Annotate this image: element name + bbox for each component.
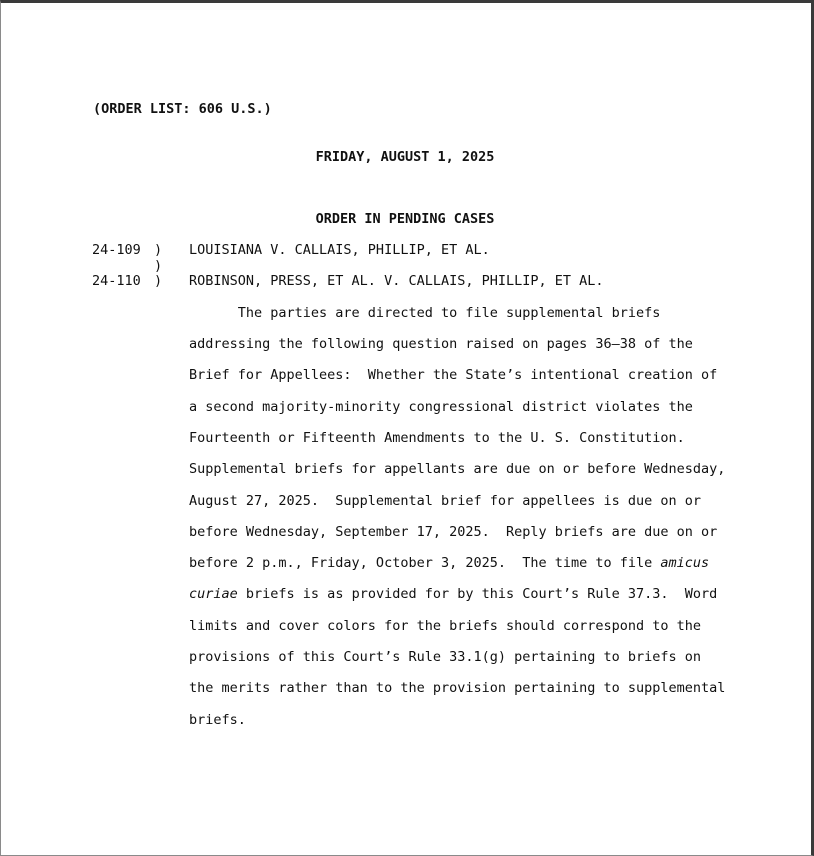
body-line (189, 586, 717, 602)
order-date: FRIDAY, AUGUST 1, 2025 (315, 149, 495, 165)
body-line: a second majority-minority congressional district violates the (189, 399, 693, 415)
body-line: Fourteenth or Fifteenth Amendments to the U. S. Constitution. (189, 430, 685, 446)
body-line: Supplemental briefs for appellants are due on or before Wednesday, (189, 461, 726, 477)
bracket-paren: ) (154, 242, 163, 258)
body-line: August 27, 2025. Supplemental brief for appellees is due on or (189, 493, 702, 509)
case-number: 24-110 (92, 273, 141, 289)
body-line (189, 555, 709, 571)
case-number: 24-109 (92, 242, 141, 258)
case-caption: ROBINSON, PRESS, ET AL. V. CALLAIS, PHILLIP, ET AL. (189, 273, 604, 289)
body-line: limits and cover colors for the briefs should correspond to the (189, 618, 702, 634)
body-line: before Wednesday, September 17, 2025. Reply briefs are due on or (189, 524, 718, 540)
body-line: the merits rather than to the provision pertaining to supplemental (189, 680, 726, 696)
bracket-paren: ) (154, 258, 163, 274)
case-caption: LOUISIANA V. CALLAIS, PHILLIP, ET AL. (189, 242, 490, 258)
bracket-paren: ) (154, 273, 163, 289)
body-text: before 2 p.m., Friday, October 3, 2025. The time to file (189, 555, 661, 571)
italic-term: curiae (189, 586, 238, 602)
body-line: briefs. (189, 712, 246, 728)
body-line: addressing the following question raised on pages 36–38 of the (189, 336, 693, 352)
order-list-header: (ORDER LIST: 606 U.S.) (93, 101, 272, 117)
italic-term: amicus (660, 555, 710, 571)
body-line: Brief for Appellees: Whether the State’s intentional creation of (189, 367, 718, 383)
body-line: The parties are directed to file supplemental briefs (189, 305, 661, 321)
body-line: provisions of this Court’s Rule 33.1(g) pertaining to briefs on (189, 649, 702, 665)
body-text: briefs is as provided for by this Court’s Rule 37.3. Word (237, 586, 718, 602)
section-heading: ORDER IN PENDING CASES (315, 211, 495, 227)
